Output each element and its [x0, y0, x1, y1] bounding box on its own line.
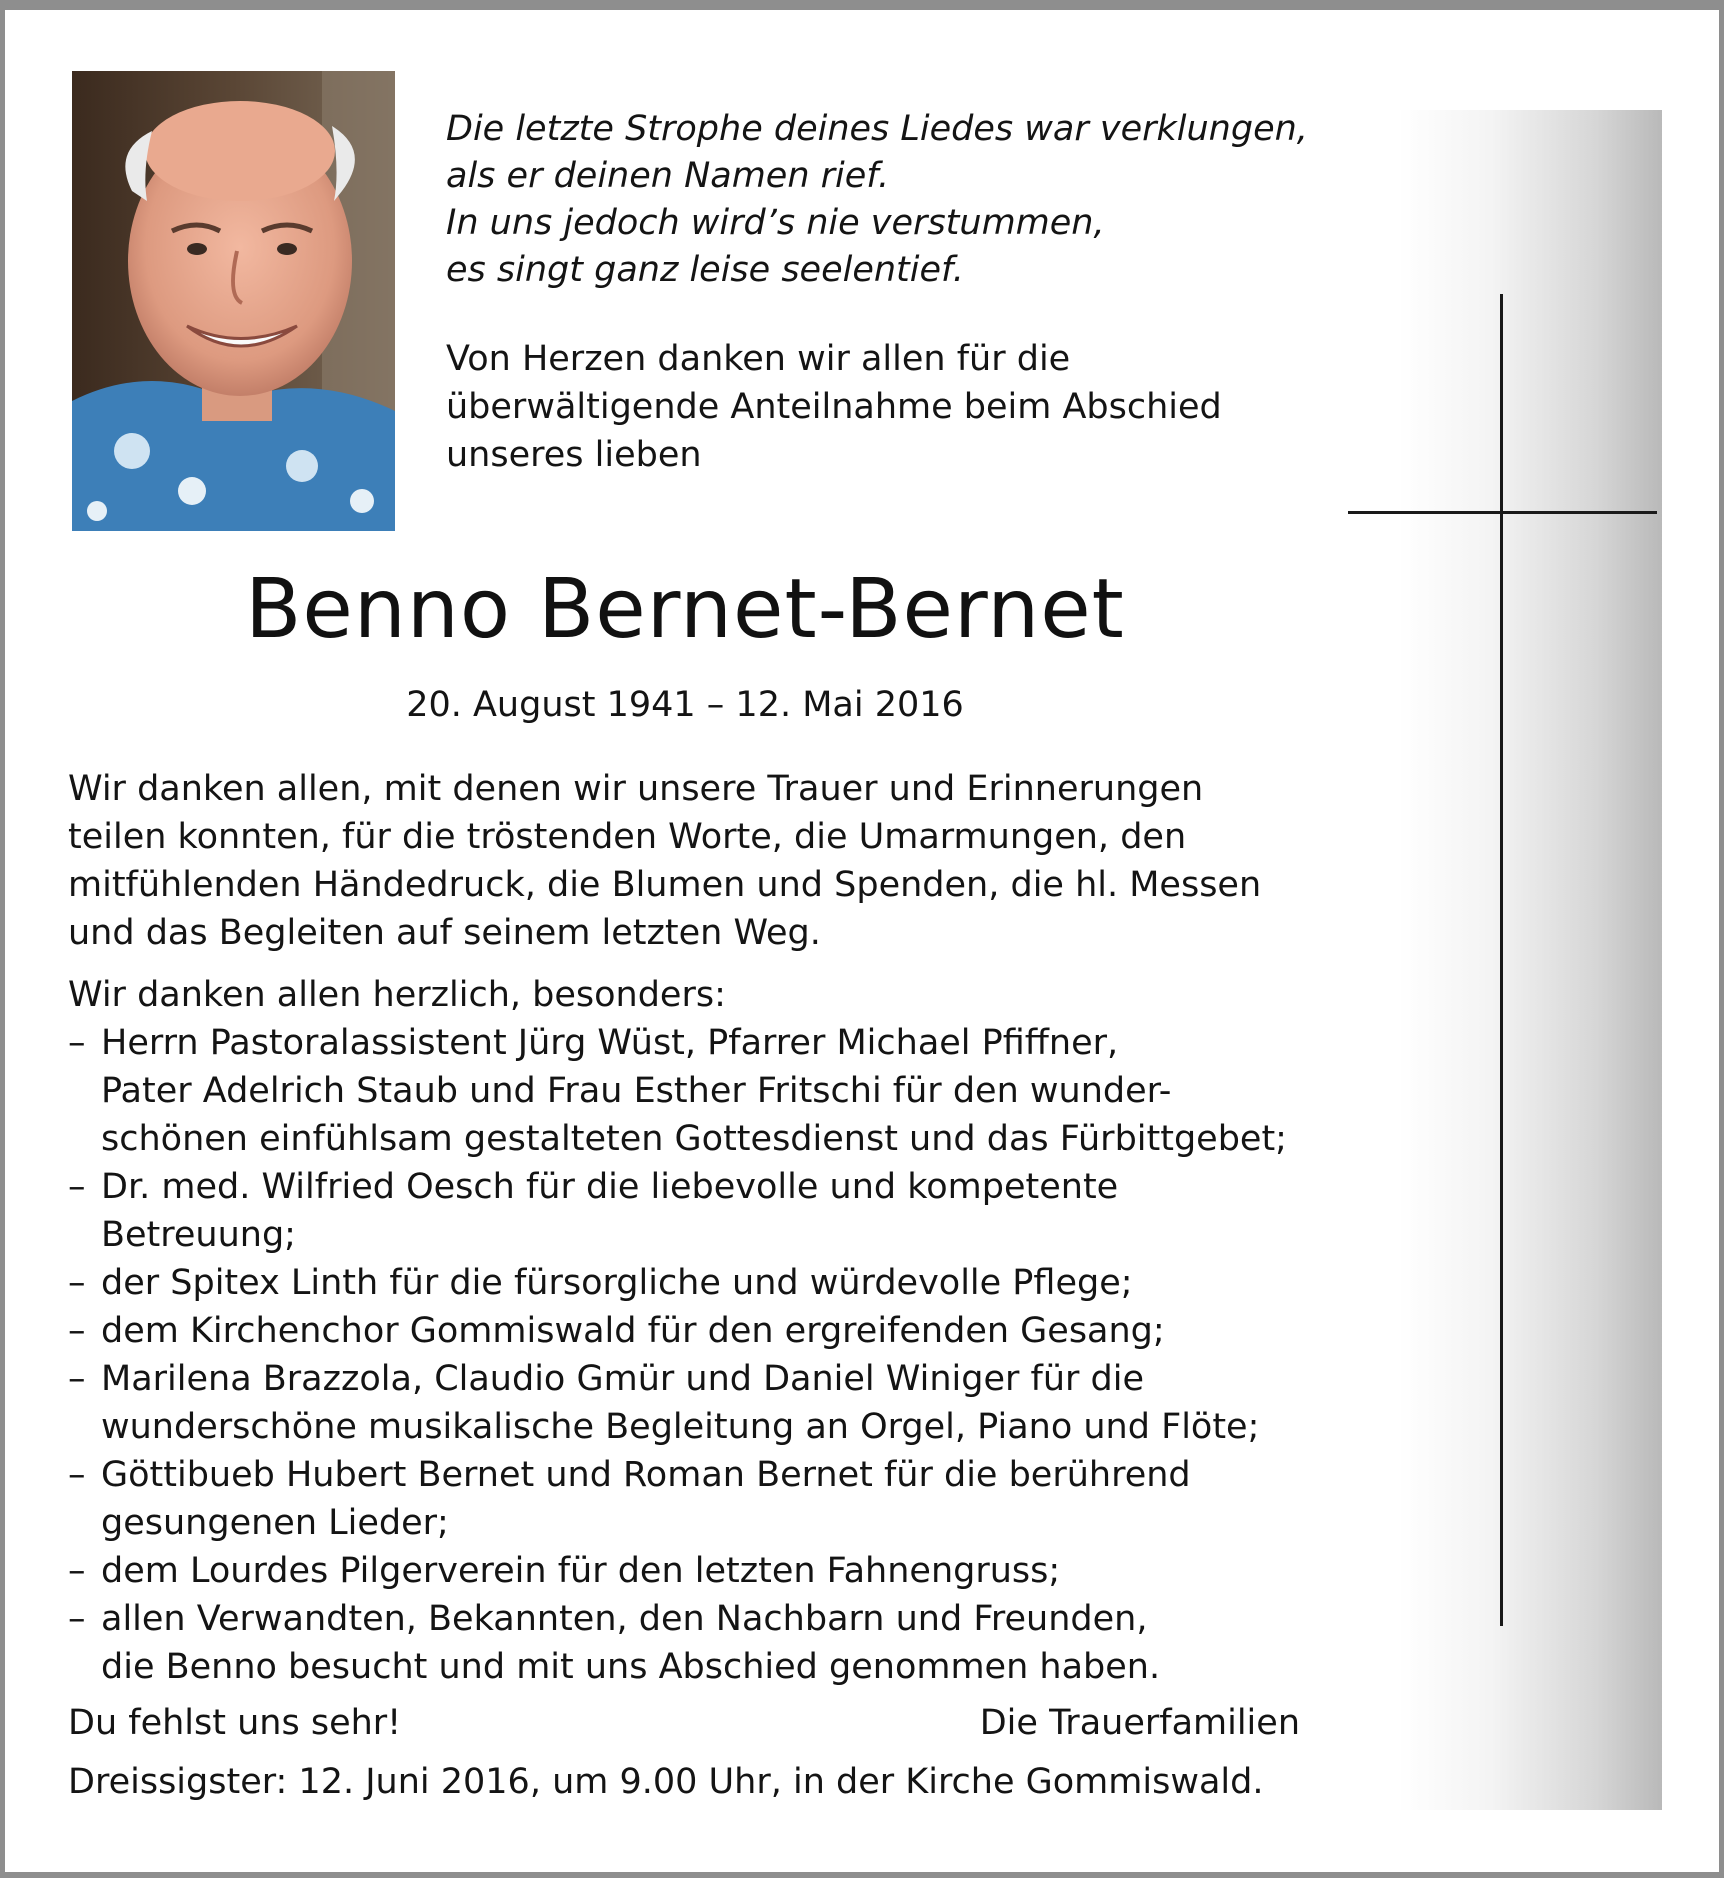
- list-item-line: Marilena Brazzola, Claudio Gmür und Daniel Winiger für die: [101, 1359, 1145, 1399]
- list-item-line: allen Verwandten, Bekannten, den Nachbarn und Freunden,: [101, 1599, 1148, 1639]
- list-dash: –: [68, 1167, 86, 1207]
- list-item-line: schönen einfühlsam gestalteten Gottesdienst und das Fürbittgebet;: [101, 1119, 1287, 1159]
- gradient-panel: [1398, 110, 1662, 1810]
- list-item-line: gesungenen Lieder;: [101, 1503, 449, 1543]
- farewell-text: Du fehlst uns sehr!: [68, 1703, 402, 1743]
- poem-line: es singt ganz leise seelentief.: [446, 250, 964, 290]
- list-item: [68, 1355, 1318, 1451]
- list-item-line: Dr. med. Wilfried Oesch für die liebevolle und kompetente: [101, 1167, 1119, 1207]
- paragraph-line: mitfühlenden Händedruck, die Blumen und Spenden, die hl. Messen: [68, 865, 1262, 905]
- intro-text: [446, 335, 1346, 479]
- poem-line: In uns jedoch wird’s nie verstummen,: [446, 203, 1105, 243]
- intro-line: überwältigende Anteilnahme beim Abschied: [446, 387, 1222, 427]
- list-item: [68, 1451, 1318, 1547]
- list-dash: –: [68, 1263, 86, 1303]
- list-dash: –: [68, 1599, 86, 1639]
- intro-line: unseres lieben: [446, 435, 702, 475]
- thanks-paragraph: [68, 765, 1318, 957]
- paragraph-line: teilen konnten, für die tröstenden Worte, die Umarmungen, den: [68, 817, 1187, 857]
- life-dates: 20. August 1941 – 12. Mai 2016: [406, 685, 964, 725]
- list-item: [68, 1307, 1318, 1355]
- intro-line: Von Herzen danken wir allen für die: [446, 339, 1071, 379]
- portrait-photo: [72, 71, 395, 531]
- list-item: [68, 1547, 1318, 1595]
- list-item-line: dem Lourdes Pilgerverein für den letzten Fahnengruss;: [101, 1551, 1061, 1591]
- list-item-line: der Spitex Linth für die fürsorgliche und würdevolle Pflege;: [101, 1263, 1133, 1303]
- list-item-line: Pater Adelrich Staub und Frau Esther Fritschi für den wunder-: [101, 1071, 1172, 1111]
- list-dash: –: [68, 1359, 86, 1399]
- list-item: [68, 1259, 1318, 1307]
- thanks-intro: Wir danken allen herzlich, besonders:: [68, 975, 726, 1015]
- cross-icon: [1500, 294, 1503, 1626]
- poem-line: Die letzte Strophe deines Liedes war verklungen,: [446, 109, 1308, 149]
- list-item: [68, 1163, 1318, 1259]
- list-item-line: die Benno besucht und mit uns Abschied genommen haben.: [101, 1647, 1161, 1687]
- signature-text: Die Trauerfamilien: [979, 1703, 1300, 1743]
- deceased-name: Benno Bernet-Bernet: [245, 562, 1125, 657]
- list-item-line: dem Kirchenchor Gommiswald für den ergreifenden Gesang;: [101, 1311, 1165, 1351]
- list-dash: –: [68, 1551, 86, 1591]
- paragraph-line: Wir danken allen, mit denen wir unsere Trauer und Erinnerungen: [68, 769, 1204, 809]
- paragraph-line: und das Begleiten auf seinem letzten Weg.: [68, 913, 821, 953]
- poem-line: als er deinen Namen rief.: [446, 156, 890, 196]
- list-dash: –: [68, 1311, 86, 1351]
- list-item-line: Betreuung;: [101, 1215, 296, 1255]
- list-dash: –: [68, 1455, 86, 1495]
- poem: [446, 106, 1346, 294]
- thanks-list: [68, 971, 1318, 1691]
- list-item-line: Herrn Pastoralassistent Jürg Wüst, Pfarrer Michael Pfiffner,: [101, 1023, 1119, 1063]
- memorial-mass-info: Dreissigster: 12. Juni 2016, um 9.00 Uhr, in der Kirche Gommiswald.: [68, 1762, 1264, 1802]
- list-item-line: wunderschöne musikalische Begleitung an Orgel, Piano und Flöte;: [101, 1407, 1260, 1447]
- list-item: [68, 1595, 1318, 1691]
- list-item: [68, 1019, 1318, 1163]
- list-item-line: Göttibueb Hubert Bernet und Roman Bernet für die berührend: [101, 1455, 1191, 1495]
- cross-icon: [1348, 511, 1657, 514]
- list-dash: –: [68, 1023, 86, 1063]
